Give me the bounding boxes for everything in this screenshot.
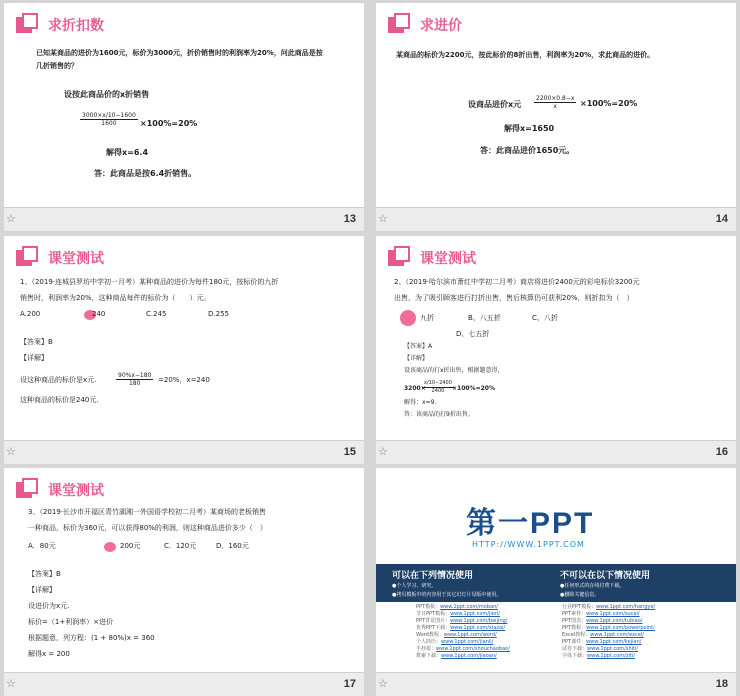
star-icon[interactable]: ☆ <box>6 212 16 225</box>
link-url[interactable]: www.1ppt.com/powerpoint/ <box>586 625 655 631</box>
option-c: C.245 <box>146 310 167 318</box>
link-url[interactable]: www.1ppt.com/word/ <box>443 632 497 638</box>
right-link-row <box>562 625 655 632</box>
solution-fraction: $\frac{90\%x-180}{180}$ <box>118 372 152 387</box>
question-line-1: 2、（2019·哈尔滨市萧红中学初二月考）商店将进价2400元的彩电标价3200元 <box>394 278 640 286</box>
option-d: D．160元 <box>216 542 249 550</box>
slide-footer <box>376 440 736 464</box>
left-link-row <box>416 625 510 632</box>
slide-title: 课堂测试 <box>48 483 104 499</box>
solve-line: 解得：x=9. <box>404 399 437 406</box>
link-url[interactable]: www.1ppt.com/tubiao/ <box>586 618 643 624</box>
slide-logo-icon <box>388 13 412 33</box>
answer-label: 【答案】B <box>28 570 61 578</box>
slide-16-thumbnail[interactable] <box>376 236 736 464</box>
link-label: 试卷下载： <box>562 646 588 652</box>
frac-prefix: 3200× <box>404 385 426 392</box>
link-label: 节日PPT模板： <box>416 611 451 617</box>
right-link-row <box>562 611 655 618</box>
link-label: 教案下载： <box>416 653 442 659</box>
link-label: PPT教程： <box>562 625 587 631</box>
slide-title: 求折扣数 <box>48 18 104 34</box>
equation-fraction: $\frac{3000\times x/10-1600}{1600}$ <box>82 112 136 127</box>
slide-logo-icon <box>16 246 40 266</box>
left-link-row <box>416 604 510 611</box>
link-url[interactable]: www.1ppt.com/jieri/ <box>450 611 500 617</box>
link-url[interactable]: www.1ppt.com/beijing/ <box>450 618 508 624</box>
equation-tail: ×100%=20% <box>580 99 638 108</box>
link-label: Word教程： <box>416 632 444 638</box>
allowed-heading: 可以在下列情况使用 <box>392 571 474 581</box>
problem-line: 某商品的标价为2200元，按此标价的8折出售，利润率为20%，求此商品的进价。 <box>396 51 655 59</box>
link-url[interactable]: www.1ppt.com/hangye/ <box>596 604 656 610</box>
problem-line-1: 已知某商品的进价为1600元，标价为3000元，折价销售时的利润率为20%，问此商品是按 <box>36 49 323 57</box>
solution-prefix: 设这种商品的标价是x元. <box>20 376 97 384</box>
solution-tail: =20%，x=240 <box>158 376 210 384</box>
question-line-2: 出售，为了吸引顾客进行打折出售，售后核算仍可获利20%，则折扣为（ ） <box>394 294 634 302</box>
star-icon[interactable]: ☆ <box>378 677 388 690</box>
slide-number: 17 <box>343 678 356 690</box>
question-line-2: 一种商品，标价为360元，可以获得80%的利润，则这种商品进价多少（ ） <box>28 524 267 532</box>
link-url[interactable]: www.1ppt.com/jianli/ <box>441 639 494 645</box>
slide-15-thumbnail[interactable] <box>4 236 364 464</box>
slide-footer <box>4 207 364 231</box>
setup-line: 设按此商品价的x折销售 <box>64 90 150 99</box>
option-d: D、七五折 <box>456 330 490 338</box>
right-link-list <box>562 604 655 660</box>
right-link-row <box>562 653 655 660</box>
link-label: PPT背景图片： <box>416 618 451 624</box>
star-icon[interactable]: ☆ <box>6 677 16 690</box>
link-label: Excel教程： <box>562 632 591 638</box>
detail-label: 【详解】 <box>20 354 48 362</box>
question-line-2: 销售时，利润率为20%，这种商品每件的标价为（ ）元。 <box>20 294 211 302</box>
link-url[interactable]: www.1ppt.com/xiazai/ <box>450 625 506 631</box>
right-link-row <box>562 646 655 653</box>
option-d: D.255 <box>208 310 229 318</box>
slide-13-thumbnail[interactable] <box>4 3 364 231</box>
link-label: 优秀PPT下载： <box>416 625 451 631</box>
link-url[interactable]: www.1ppt.com/moban/ <box>440 604 498 610</box>
left-link-row <box>416 646 510 653</box>
slide-footer <box>376 207 736 231</box>
link-url[interactable]: www.1ppt.com/jiaoan/ <box>441 653 497 659</box>
link-url[interactable]: www.1ppt.com/kejian/ <box>586 639 642 645</box>
slide-number: 15 <box>343 446 356 458</box>
option-b: 240 <box>92 310 106 318</box>
option-b: 200元 <box>120 542 141 550</box>
link-label: 手抄报： <box>416 646 437 652</box>
link-url[interactable]: www.1ppt.com/excel/ <box>590 632 644 638</box>
option-a: A.200 <box>20 310 41 318</box>
slide-14-thumbnail[interactable] <box>376 3 736 231</box>
option-b: B、八五折 <box>468 314 501 322</box>
slide-logo-icon <box>16 13 40 33</box>
conclusion-line: 这种商品的标价是240元. <box>20 396 99 404</box>
solution-line-3: 根据题意，列方程：(1 + 80%)x = 360 <box>28 634 155 642</box>
solution-line-2: 标价=（1+利润率）×进价 <box>28 618 114 626</box>
right-link-row <box>562 618 655 625</box>
conclusion-line: 答：该商品的打9折出售。 <box>404 411 474 418</box>
link-label: PPT模板： <box>416 604 441 610</box>
solution-line-4: 解得x = 200 <box>28 650 70 658</box>
slide-number: 14 <box>715 213 728 225</box>
left-link-list <box>416 604 510 660</box>
link-label: 个人简历： <box>416 639 442 645</box>
slide-number: 16 <box>715 446 728 458</box>
slide-title: 求进价 <box>420 18 462 34</box>
detail-label: 【详解】 <box>404 355 429 362</box>
link-label: 行业PPT模板： <box>562 604 597 610</box>
solution-fraction: $\frac{x/10-2400}{2400}$ <box>424 380 452 394</box>
solve-line: 解得x=1650 <box>504 124 555 133</box>
link-url[interactable]: www.1ppt.com/shiti/ <box>587 646 639 652</box>
answer-line: 答：此商品是按6.4折销售。 <box>94 169 197 178</box>
detail-label: 【详解】 <box>28 586 56 594</box>
link-label: 字体下载： <box>562 653 588 659</box>
smiley-icon <box>400 310 416 326</box>
star-icon[interactable]: ☆ <box>6 445 16 458</box>
left-link-row <box>416 611 510 618</box>
link-url[interactable]: www.1ppt.com/sucai/ <box>586 611 640 617</box>
slide-number: 18 <box>715 678 728 690</box>
answer-line: 答：此商品进价1650元。 <box>480 146 575 155</box>
slide-title: 课堂测试 <box>420 251 476 267</box>
answer-label: 【答案】A <box>404 343 433 350</box>
equation-tail: ×100%=20% <box>140 119 198 128</box>
usage-panel <box>376 564 736 602</box>
right-link-row <box>562 639 655 646</box>
left-link-row <box>416 653 510 660</box>
forbidden-item-2: ●删除关键信息。 <box>560 592 600 598</box>
link-url[interactable]: www.1ppt.com/ziti/ <box>587 653 635 659</box>
left-link-row <box>416 639 510 646</box>
brand-url[interactable]: HTTP://WWW.1PPT.COM <box>472 540 585 549</box>
option-c: C、八折 <box>532 314 558 322</box>
left-link-row <box>416 632 510 639</box>
solution-line-1: 设进价为x元. <box>28 602 70 610</box>
allowed-item-2: ●拷贝模板中的内容用于其它幻灯片母版中使用。 <box>392 592 502 598</box>
left-link-row <box>416 618 510 625</box>
equation-fraction: $\frac{2200\times 0.8-x}{x}$ <box>536 95 575 110</box>
right-link-row <box>562 604 655 611</box>
slide-number: 13 <box>343 213 356 225</box>
slide-footer <box>4 440 364 464</box>
solve-line: 解得x=6.4 <box>106 148 149 157</box>
option-a: 九折 <box>420 314 434 322</box>
option-c: C．120元 <box>164 542 197 550</box>
equation-tail: ×100%=20% <box>452 385 495 392</box>
star-icon[interactable]: ☆ <box>378 212 388 225</box>
slide-logo-icon <box>388 246 412 266</box>
option-a: A．80元 <box>28 542 56 550</box>
right-link-row <box>562 632 655 639</box>
star-icon[interactable]: ☆ <box>378 445 388 458</box>
link-label: PPT图表： <box>562 618 587 624</box>
answer-label: 【答案】B <box>20 338 53 346</box>
slide-18-thumbnail[interactable] <box>376 468 736 696</box>
slide-logo-icon <box>16 478 40 498</box>
slide-17-thumbnail[interactable] <box>4 468 364 696</box>
link-label: PPT素材： <box>562 611 587 617</box>
slide-footer <box>4 672 364 696</box>
forbidden-heading: 不可以在以下情况使用 <box>560 571 651 581</box>
allowed-item-1: ●个人学习、研究。 <box>392 583 437 589</box>
slide-footer <box>376 672 736 696</box>
forbidden-item-1: ●任何形式的在线付费下载。 <box>560 583 625 589</box>
selected-mark-icon <box>104 542 116 552</box>
question-line-1: 3、（2019·长沙市开福区青竹湖湘一外国语学校初二月考）某商场的老板销售 <box>28 508 266 516</box>
link-label: PPT课件： <box>562 639 587 645</box>
slide-title: 课堂测试 <box>48 251 104 267</box>
setup-line: 设商品进价x元 <box>468 100 522 109</box>
question-line-1: 1、（2019·连城县罗坊中学初一月考）某种商品的进价为每件180元，按标价的九折 <box>20 278 279 286</box>
link-url[interactable]: www.1ppt.com/shouchaobao/ <box>436 646 510 652</box>
brand-logo: 第一PPT <box>466 507 595 540</box>
problem-line-2: 几折销售的？ <box>36 62 78 70</box>
solution-line: 设该商品的打x折出售，根据题意得， <box>404 367 504 374</box>
